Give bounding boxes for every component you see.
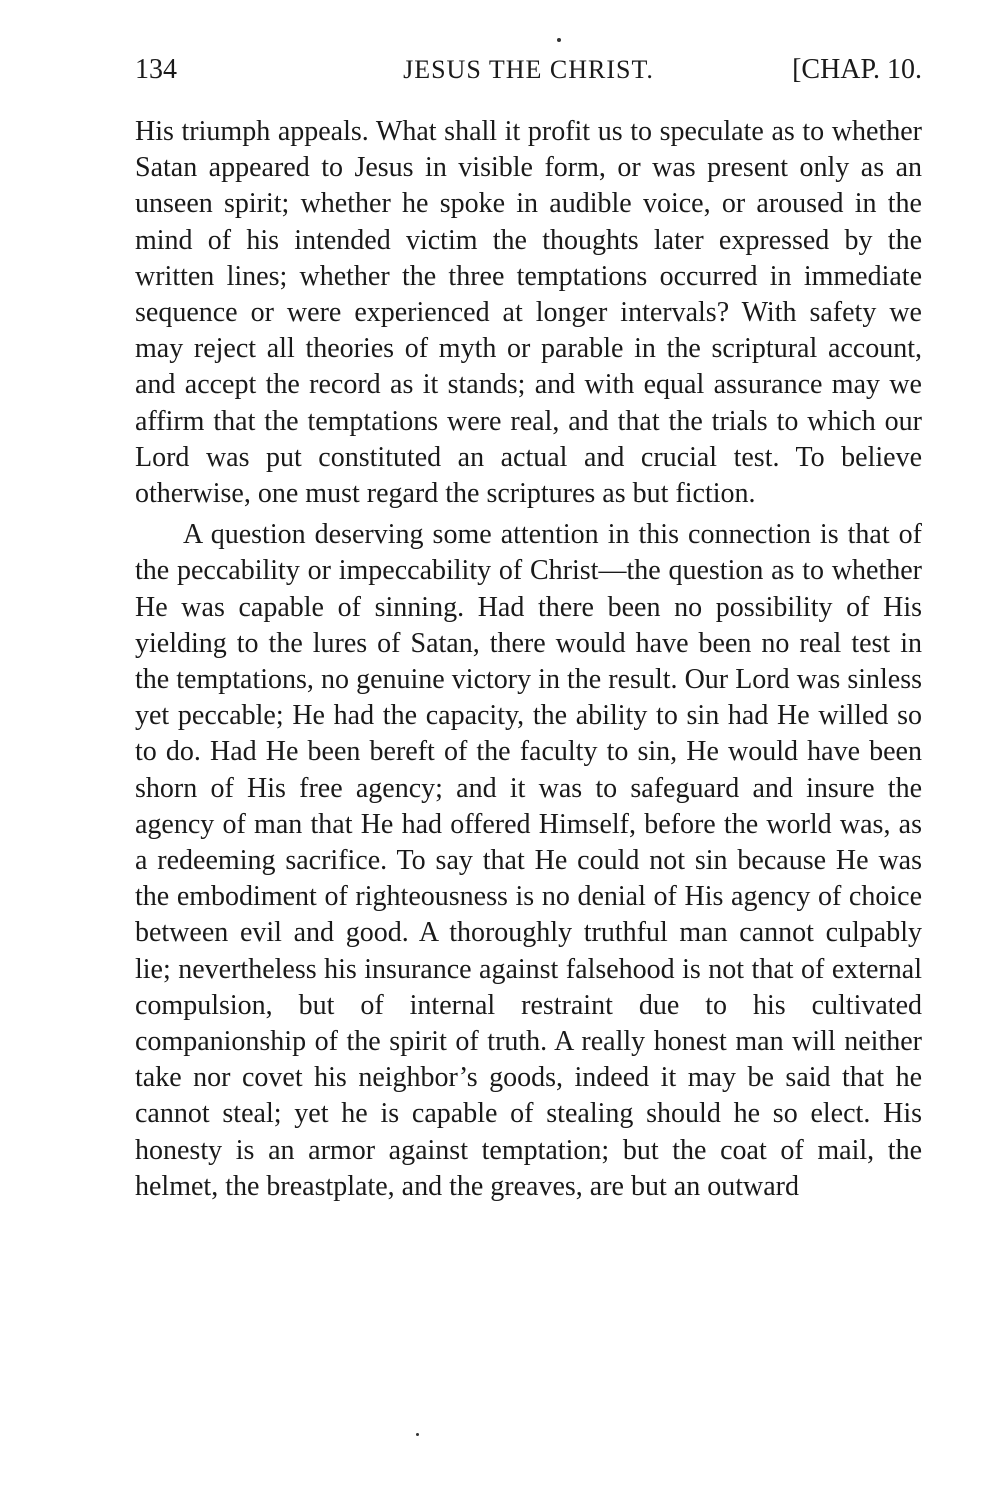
book-title: JESUS THE CHRIST.	[403, 55, 654, 84]
paragraph: A question deserving some attention in this connection is that of the peccability or impeccability of Christ—the question as to whether He was capable of sinning. Had there been no possibility of His yielding to the lures of Satan, there would have been no real test in the temptations, no genuine victory in the result. Our Lord was sinless yet peccable; He had the capacity, the ability to sin had He willed so to do. Had He been bereft of the faculty to sin, He would have been shorn of His free agency; and it was to safeguard and insure the agency of man that He had offered Himself, before the world was, as a redeeming sacrifice. To say that He could not sin because He was the embodiment of righteousness is no denial of His agency of choice between evil and good. A thoroughly truthful man cannot culpably lie; nevertheless his insurance against falsehood is not that of external compulsion, but of internal restraint due to his cultivated companionship of the spirit of truth. A really honest man will neither take nor covet his neighbor’s goods, indeed it may be said that he cannot steal; yet he is capable of stealing should he so elect. His honesty is an armor against temptation; but the coat of mail, the helmet, the breastplate, and the greaves, are but an outward	[135, 519, 922, 1202]
page-number: 134	[135, 54, 177, 85]
body-text	[135, 114, 922, 1205]
print-speck	[557, 38, 561, 42]
running-head	[135, 50, 922, 90]
print-speck	[416, 1433, 419, 1436]
paragraph: His triumph appeals. What shall it profit us to speculate as to whether Satan appeared to Jesus in visible form, or was present only as an unseen spirit; whether he spoke in audible voice, or aroused in the mind of his intended victim the thoughts later expressed by the written lines; whether the three temptations occurred in immediate sequence or were experienced at longer intervals? With safety we may reject all theories of myth or parable in the scriptural account, and accept the record as it stands; and with equal assurance may we affirm that the temptations were real, and that the trials to which our Lord was put constituted an actual and crucial test. To believe otherwise, one must regard the scriptures as but fiction.	[135, 116, 922, 510]
chapter-reference: [CHAP. 10.	[792, 54, 922, 85]
